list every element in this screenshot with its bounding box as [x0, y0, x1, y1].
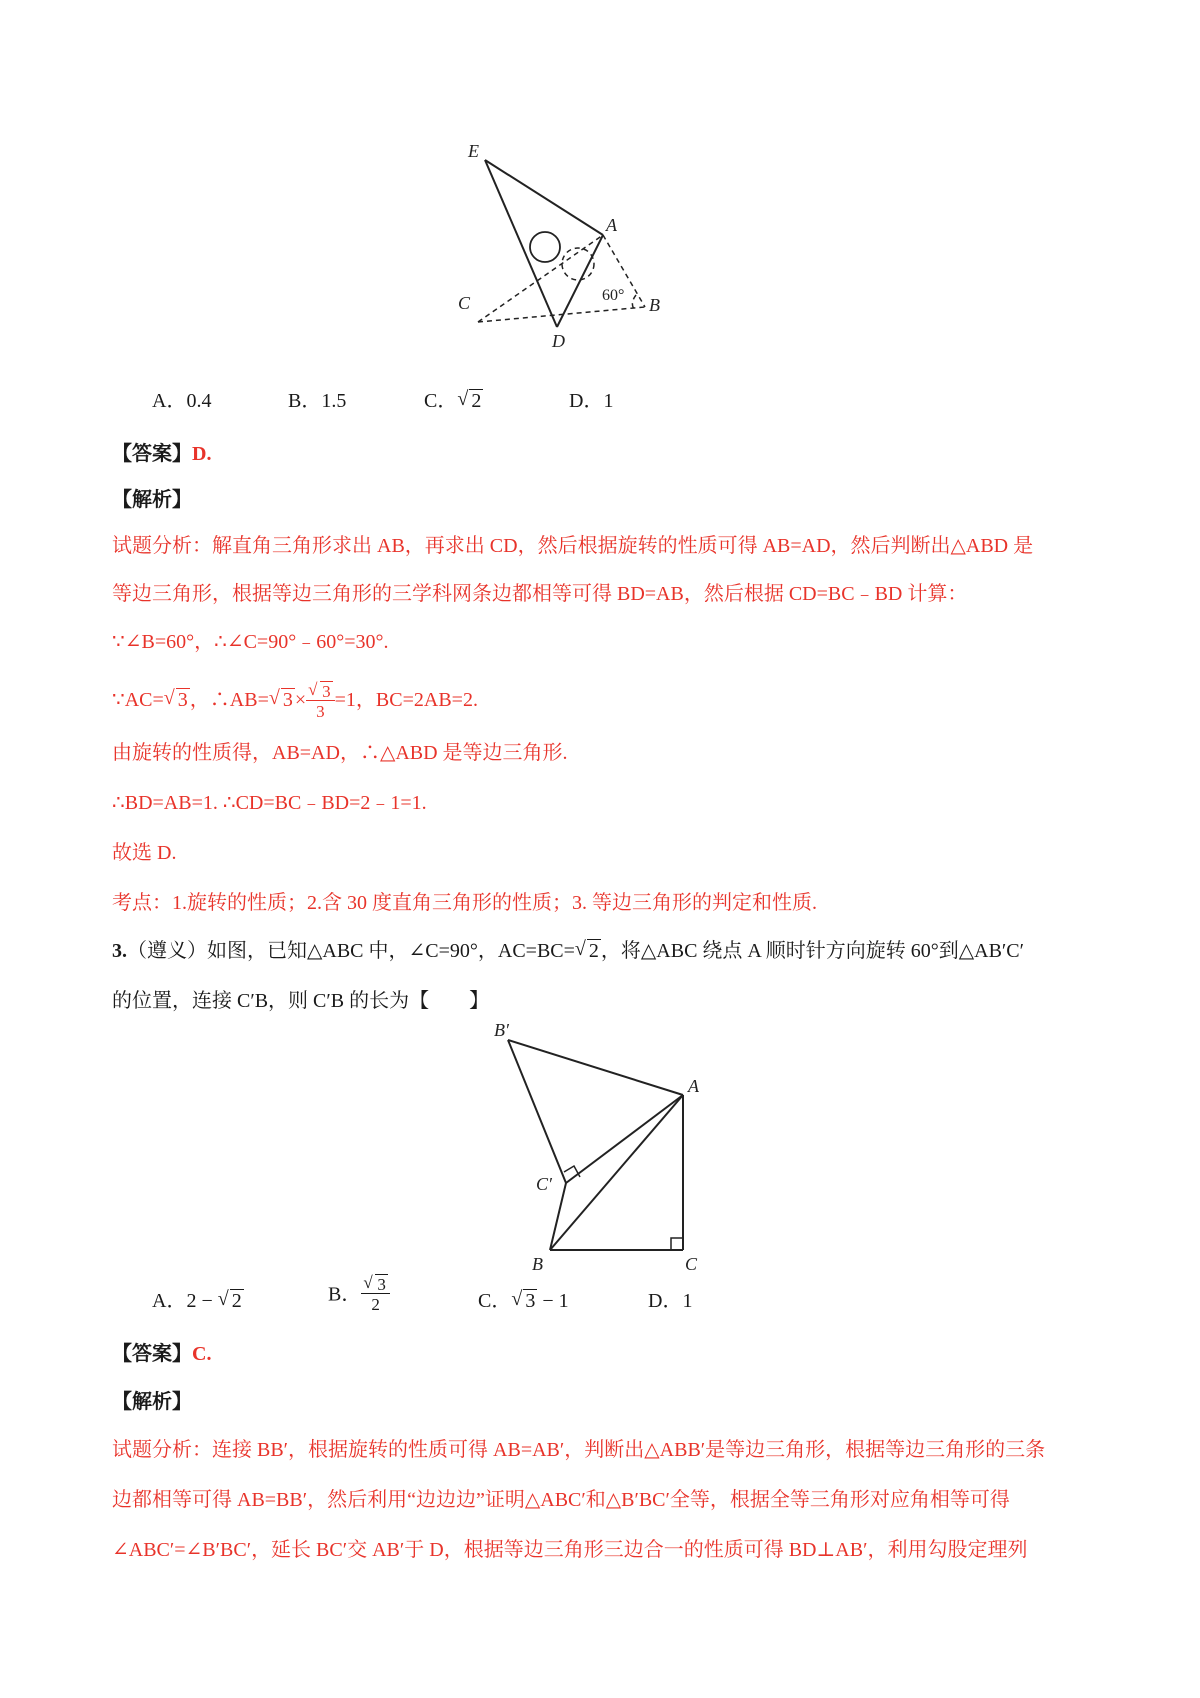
q3-stem-line2: 的位置，连接 C′B，则 C′B 的长为【 】: [112, 990, 490, 1012]
q3-answer: 【答案】C.: [112, 1343, 212, 1365]
label-a: A: [688, 1076, 699, 1096]
q3-analysis-line3: ∠ABC′=∠B′BC′，延长 BC′交 AB′于 D，根据等边三角形三边合一的性质可得 BD⊥AB′，利用勾股定理列: [112, 1539, 1028, 1561]
figure-rotation-triangle-1: [440, 135, 700, 350]
label-b-prime: B′: [494, 1020, 509, 1040]
edge-bp-a: [508, 1040, 683, 1095]
label-c-prime: C′: [536, 1174, 552, 1194]
figure-rotation-triangle-2: [480, 1020, 720, 1275]
q2-step1: ∵∠B=60°，∴∠C=90°﹣60°=30°.: [112, 631, 389, 653]
label-b: B: [532, 1254, 543, 1274]
edge-cp-a: [566, 1095, 683, 1183]
label-d: D: [552, 331, 565, 350]
edge-b-a: [550, 1095, 683, 1250]
right-angle-mark-c: [671, 1238, 683, 1250]
q3-analysis-line2: 边都相等可得 AB=BB′，然后利用“边边边”证明△ABC′和△B′BC′全等，根据全等三角形对应角相等可得: [112, 1489, 1010, 1511]
label-c: C: [458, 293, 471, 313]
label-e: E: [468, 141, 479, 161]
q2-option-c: C．√ 2: [424, 388, 483, 414]
q2-analysis-line1: 试题分析：解直角三角形求出 AB，再求出 CD，然后根据旋转的性质可得 AB=AD，然后判断出△ABD 是: [112, 535, 1034, 557]
q2-option-a: A．0.4: [152, 390, 212, 412]
q2-step5: 故选 D.: [112, 842, 177, 864]
q2-analysis-label: 【解析】: [112, 489, 192, 511]
q3-option-d: D．1: [648, 1290, 693, 1312]
edge-ea: [485, 160, 603, 235]
q3-option-a: A．2 − √ 2: [152, 1288, 244, 1314]
edge-ed: [485, 160, 557, 327]
q2-step2: ∵AC=√ 3 ，∴AB=√ 3 × √ $\frac{3}{3}$ =1，BC=2AB=2.: [112, 683, 478, 720]
q3-analysis-line1: 试题分析：连接 BB′，根据旋转的性质可得 AB=AB′，判断出△ABB′是等边三角形，根据等边三角形的三条: [112, 1439, 1046, 1461]
q2-option-d: D．1: [569, 390, 614, 412]
edge-bp-cp: [508, 1040, 566, 1183]
q3-analysis-label: 【解析】: [112, 1391, 192, 1413]
label-angle-60: 60°: [602, 287, 625, 304]
label-c: C: [685, 1254, 698, 1274]
angle-arc-b: [632, 295, 636, 309]
q2-option-b: B．1.5: [288, 390, 347, 412]
q3-option-c: C．√ 3 − 1: [478, 1288, 569, 1314]
q2-kaodian: 考点：1.旋转的性质；2.含 30 度直角三角形的性质；3. 等边三角形的判定和性质.: [112, 892, 817, 914]
q2-step4: ∴BD=AB=1. ∴CD=BC﹣BD=2﹣1=1.: [112, 792, 427, 814]
q2-step3: 由旋转的性质得，AB=AD，∴△ABD 是等边三角形.: [112, 742, 568, 764]
q2-analysis-line2: 等边三角形，根据等边三角形的三学科网条边都相等可得 BD=AB，然后根据 CD=BC﹣BD 计算：: [112, 583, 968, 605]
inscribed-circle: [530, 232, 560, 262]
q2-answer: 【答案】D.: [112, 443, 212, 465]
q3-stem-line1: 3.（遵义）如图，已知△ABC 中，∠C=90°，AC=BC=√ 2 ，将△ABC 绕点 A 顺时针方向旋转 60°到△AB′C′: [112, 938, 1024, 964]
q3-option-b: B． √ $\frac{3}{2}$: [328, 1276, 390, 1313]
label-b: B: [649, 295, 660, 315]
label-a: A: [606, 215, 617, 235]
